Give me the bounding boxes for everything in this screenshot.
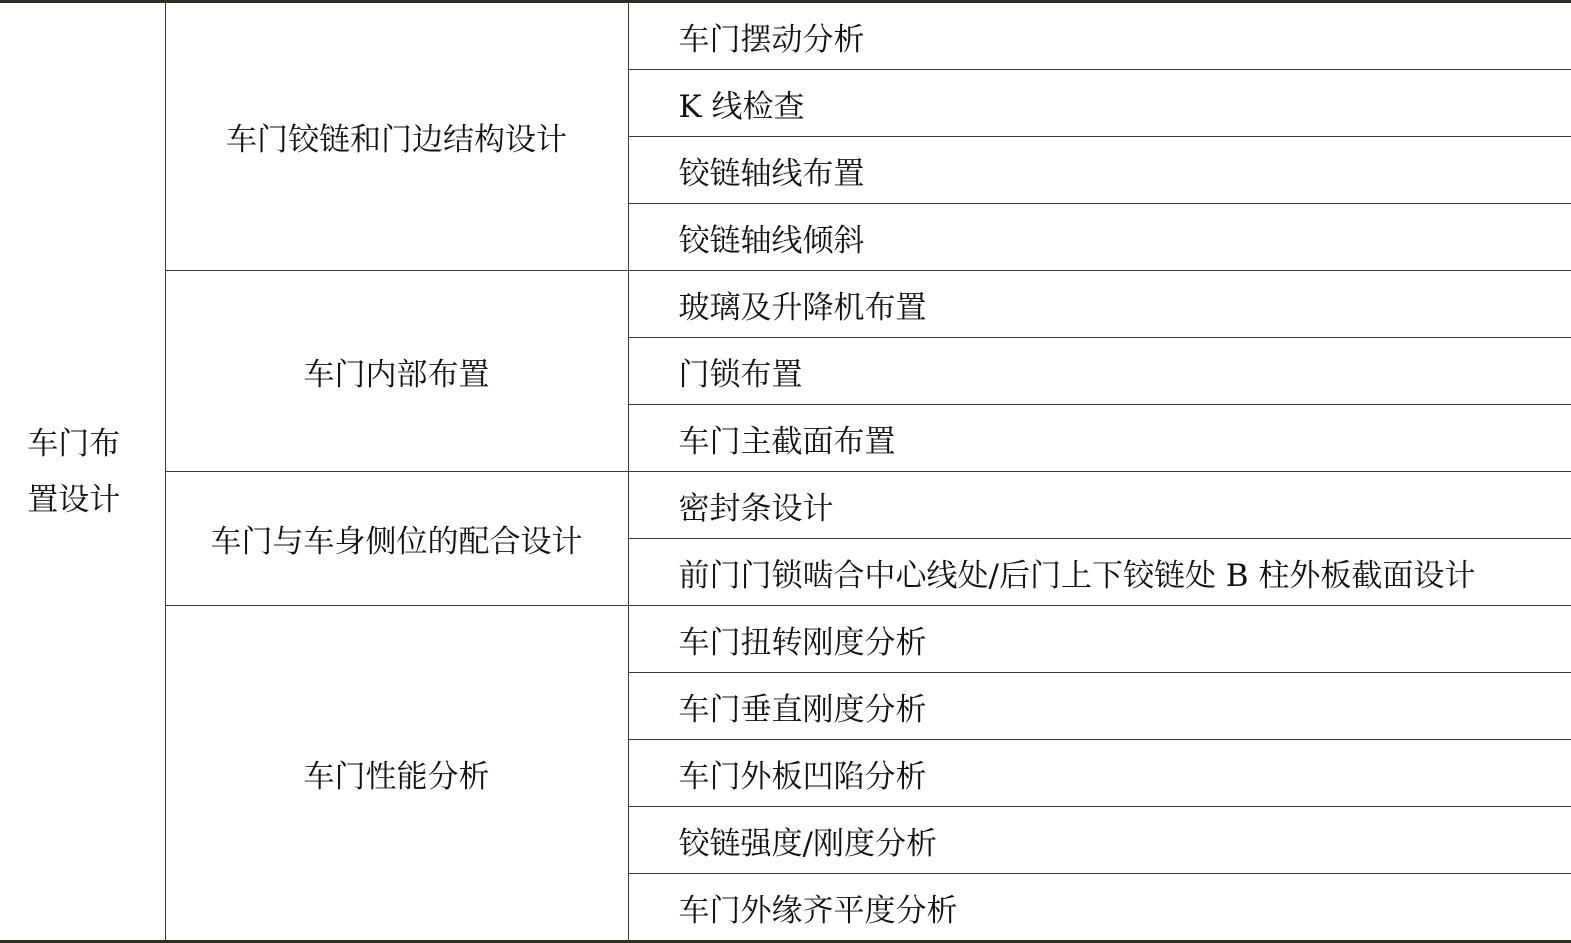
table-row xyxy=(0,2,1571,70)
group-cell-hinge: 车门铰链和门边结构设计 xyxy=(165,2,628,271)
item-cell: 密封条设计 xyxy=(628,472,1571,539)
item-cell: 车门主截面布置 xyxy=(628,405,1571,472)
item-cell: 车门外板凹陷分析 xyxy=(628,740,1571,807)
item-cell: 铰链强度/刚度分析 xyxy=(628,807,1571,874)
group-cell-interior: 车门内部布置 xyxy=(165,271,628,472)
item-cell: 前门门锁啮合中心线处/后门上下铰链处 B 柱外板截面设计 xyxy=(628,539,1571,606)
table-row xyxy=(0,606,1571,673)
category-label: 车门布置设计 xyxy=(27,425,121,518)
group-cell-performance: 车门性能分析 xyxy=(165,606,628,942)
table-row xyxy=(0,472,1571,539)
item-cell: 车门扭转刚度分析 xyxy=(628,606,1571,673)
item-cell: 门锁布置 xyxy=(628,338,1571,405)
table-row xyxy=(0,271,1571,338)
item-cell: K 线检查 xyxy=(628,70,1571,137)
item-cell: 铰链轴线倾斜 xyxy=(628,204,1571,271)
item-cell: 玻璃及升降机布置 xyxy=(628,271,1571,338)
item-cell: 车门外缘齐平度分析 xyxy=(628,874,1571,942)
item-cell: 铰链轴线布置 xyxy=(628,137,1571,204)
category-cell xyxy=(0,2,165,942)
item-cell: 车门摆动分析 xyxy=(628,2,1571,70)
item-cell: 车门垂直刚度分析 xyxy=(628,673,1571,740)
group-cell-body-fit: 车门与车身侧位的配合设计 xyxy=(165,472,628,606)
